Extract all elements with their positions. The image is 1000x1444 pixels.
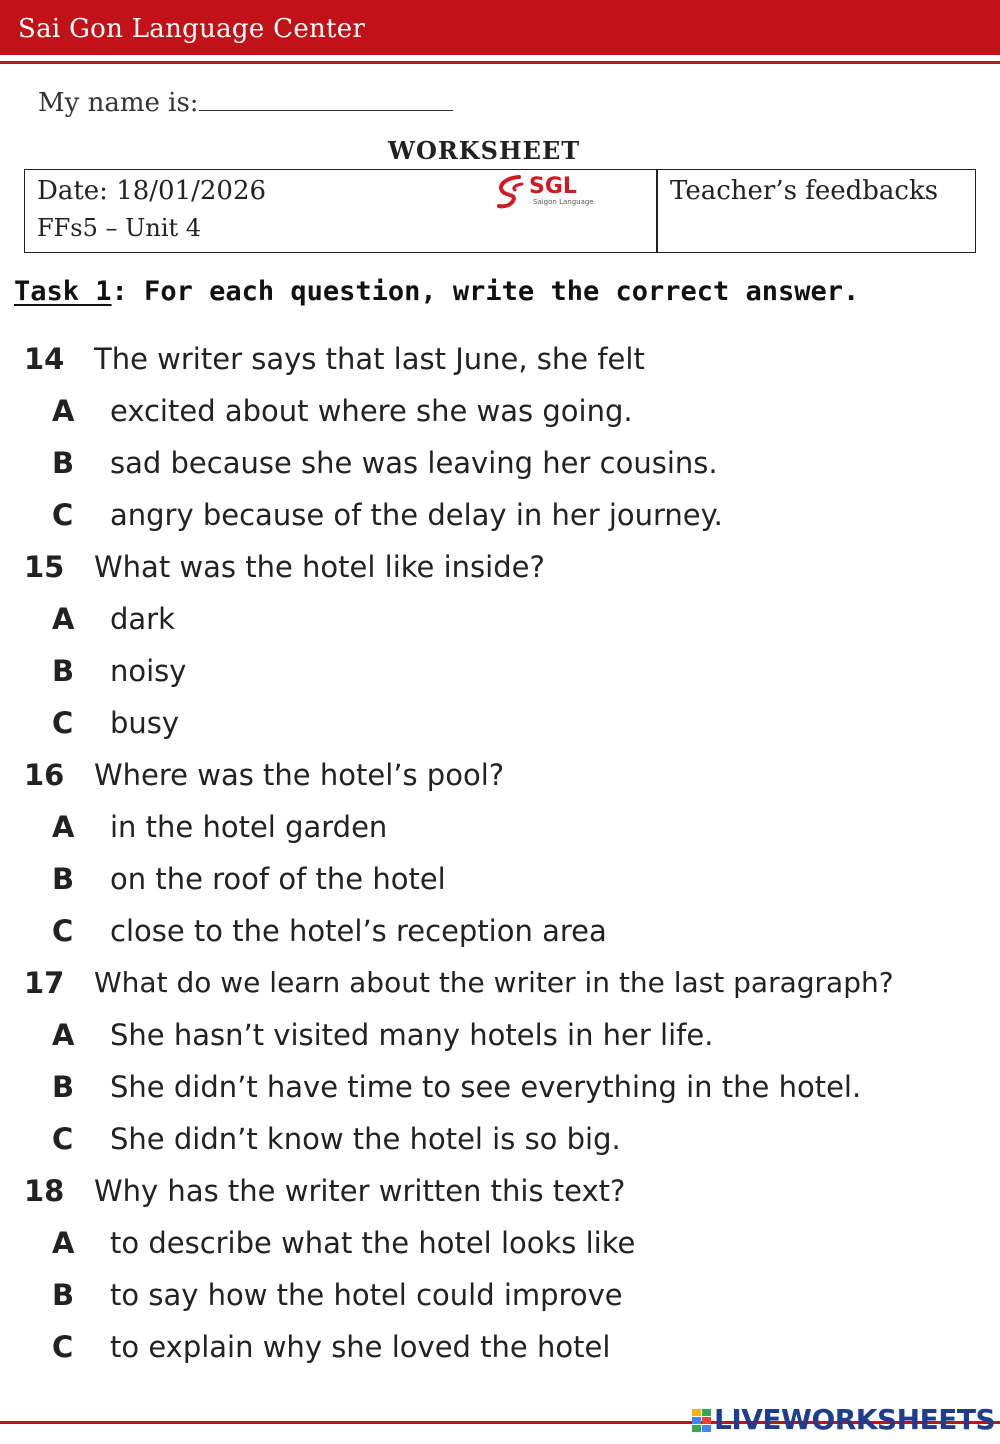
option-letter: C xyxy=(52,1122,74,1156)
option-letter: A xyxy=(52,1018,75,1052)
question-number: 16 xyxy=(24,758,65,792)
option-text: dark xyxy=(110,602,175,636)
question-17 xyxy=(0,962,1000,1014)
option-letter: B xyxy=(52,1070,75,1104)
option-14-a[interactable] xyxy=(0,390,1000,442)
question-text: Why has the writer written this text? xyxy=(94,1174,626,1208)
question-text: What do we learn about the writer in the last paragraph? xyxy=(94,966,894,999)
question-number: 15 xyxy=(24,550,65,584)
option-letter: A xyxy=(52,810,75,844)
question-18 xyxy=(0,1170,1000,1222)
name-field-row xyxy=(38,88,453,118)
task-heading xyxy=(14,276,859,307)
option-text: noisy xyxy=(110,654,187,688)
header-bar xyxy=(0,0,1000,55)
option-text: She didn’t know the hotel is so big. xyxy=(110,1122,621,1156)
option-14-c[interactable] xyxy=(0,494,1000,546)
option-letter: C xyxy=(52,1330,74,1364)
header-divider xyxy=(0,61,1000,64)
option-text: busy xyxy=(110,706,180,740)
question-text: Where was the hotel’s pool? xyxy=(94,758,505,792)
logo-text: SGL xyxy=(529,174,577,199)
question-number: 14 xyxy=(24,342,65,376)
question-14 xyxy=(0,338,1000,390)
question-number: 17 xyxy=(24,966,65,1000)
option-15-b[interactable] xyxy=(0,650,1000,702)
liveworksheets-logo-icon xyxy=(692,1409,712,1433)
option-text: in the hotel garden xyxy=(110,810,388,844)
option-text: to say how the hotel could improve xyxy=(110,1278,623,1312)
option-18-b[interactable] xyxy=(0,1274,1000,1326)
question-16 xyxy=(0,754,1000,806)
option-17-c[interactable] xyxy=(0,1118,1000,1170)
option-letter: B xyxy=(52,862,75,896)
center-title: Sai Gon Language Center xyxy=(18,14,366,44)
question-number: 18 xyxy=(24,1174,65,1208)
name-blank[interactable] xyxy=(199,88,453,111)
option-letter: B xyxy=(52,1278,75,1312)
option-text: sad because she was leaving her cousins. xyxy=(110,446,718,480)
option-18-c[interactable] xyxy=(0,1326,1000,1378)
option-18-a[interactable] xyxy=(0,1222,1000,1274)
option-16-c[interactable] xyxy=(0,910,1000,962)
date-text: Date: 18/01/2026 xyxy=(37,176,267,206)
option-letter: C xyxy=(52,498,74,532)
option-17-a[interactable] xyxy=(0,1014,1000,1066)
question-15 xyxy=(0,546,1000,598)
option-letter: A xyxy=(52,602,75,636)
option-text: to describe what the hotel looks like xyxy=(110,1226,636,1260)
question-text: The writer says that last June, she felt xyxy=(94,342,645,376)
task-label: Task 1 xyxy=(14,276,112,307)
sgl-logo xyxy=(495,174,595,210)
option-16-a[interactable] xyxy=(0,806,1000,858)
task-instruction: : For each question, write the correct answer. xyxy=(111,276,860,307)
option-text: angry because of the delay in her journey. xyxy=(110,498,723,532)
option-17-b[interactable] xyxy=(0,1066,1000,1118)
teacher-feedback-label: Teacher’s feedbacks xyxy=(670,176,939,206)
option-letter: C xyxy=(52,914,74,948)
sgl-swoosh-icon xyxy=(495,174,529,210)
option-15-a[interactable] xyxy=(0,598,1000,650)
option-letter: C xyxy=(52,706,74,740)
name-label: My name is: xyxy=(38,88,199,118)
brand-text: LIVEWORKSHEETS xyxy=(714,1403,996,1436)
option-text: close to the hotel’s reception area xyxy=(110,914,607,948)
info-box-divider xyxy=(656,170,658,252)
option-letter: A xyxy=(52,1226,75,1260)
option-text: She hasn’t visited many hotels in her life. xyxy=(110,1018,714,1052)
unit-text: FFs5 – Unit 4 xyxy=(37,214,202,242)
liveworksheets-brand[interactable] xyxy=(692,1401,996,1436)
question-text: What was the hotel like inside? xyxy=(94,550,545,584)
option-text: to explain why she loved the hotel xyxy=(110,1330,611,1364)
option-text: excited about where she was going. xyxy=(110,394,633,428)
option-letter: A xyxy=(52,394,75,428)
option-text: She didn’t have time to see everything in the hotel. xyxy=(110,1070,862,1104)
option-text: on the roof of the hotel xyxy=(110,862,446,896)
worksheet-title: WORKSHEET xyxy=(388,136,581,165)
logo-subtext: Saigon Language xyxy=(533,198,594,206)
option-16-b[interactable] xyxy=(0,858,1000,910)
info-box xyxy=(24,169,976,253)
option-14-b[interactable] xyxy=(0,442,1000,494)
option-letter: B xyxy=(52,446,75,480)
option-15-c[interactable] xyxy=(0,702,1000,754)
option-letter: B xyxy=(52,654,75,688)
